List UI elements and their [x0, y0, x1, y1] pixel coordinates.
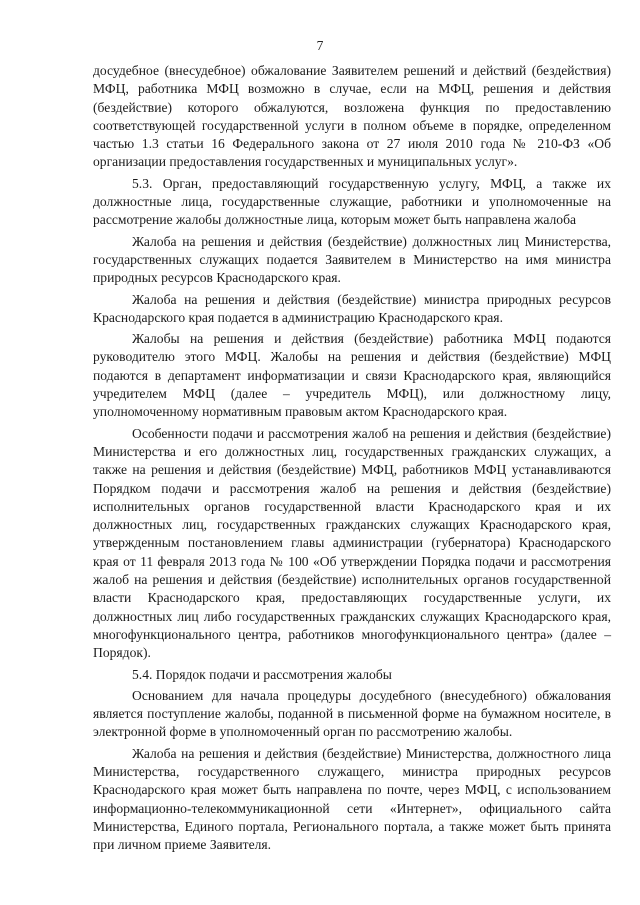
- paragraph: Жалоба на решения и действия (бездействие) должностных лиц Министерства, государственных служащих подается Заявителем в Министерство на имя министра природных ресурсов Краснодарского края.: [93, 233, 611, 286]
- paragraph: Жалоба на решения и действия (бездействие) министра природных ресурсов Краснодарского края подается в администрацию Краснодарского края.: [93, 291, 611, 325]
- section-heading-5-4: 5.4. Порядок подачи и рассмотрения жалобы: [132, 666, 392, 682]
- document-body: [93, 62, 611, 857]
- paragraph: Основанием для начала процедуры досудебного (внесудебного) обжалования является поступление жалобы, поданной в письменной форме на бумажном носителе, в электронной форме в уполномоченный орган по рассмотрению жалобы.: [93, 687, 611, 740]
- section-heading-5-3: 5.3. Орган, предоставляющий государственную услугу, МФЦ, а также их должностные лица, государственные служащие, работники и уполномоченные на рассмотрение жалобы должностные лица, которым может быть направлена жалоба: [93, 175, 611, 228]
- paragraph-continuation: досудебное (внесудебное) обжалование Заявителем решений и действий (бездействия) МФЦ, работника МФЦ возможно в случае, если на МФЦ, решения и действия (бездействие) которого обжалуются, возложена функция по предоставлению соответствующей государственной услуги в полном объеме в порядке, определенном частью 1.3 статьи 16 Федерального закона от 27 июля 2010 года № 210-ФЗ «Об организации предоставления государственных и муниципальных услуг».: [93, 63, 611, 170]
- paragraph: Особенности подачи и рассмотрения жалоб на решения и действия (бездействие) Министерства и его должностных лиц, государственных гражданских служащих, а также на решения и действия (бездействие) МФЦ, работников МФЦ устанавливаются Порядком подачи и рассмотрения жалоб на решения и действия (бездействие) исполнительных органов государственной власти Краснодарского края и их должностных лиц, государственных гражданских служащих Краснодарского края, утвержденным постановлением главы администрации (губернатора) Краснодарского края от 11 февраля 2013 года № 100 «Об утверждении Порядка подачи и рассмотрения жалоб на решения и действия (бездействие) исполнительных органов государственной власти Краснодарского края, предоставляющих государственные услуги, их должностных лиц либо государственных гражданских служащих Краснодарского края, многофункционального центра, работников многофункционального центра» (далее – Порядок).: [93, 425, 611, 661]
- paragraph: Жалобы на решения и действия (бездействие) работника МФЦ подаются руководителю этого МФЦ. Жалобы на решения и действия (бездействие) МФЦ подаются в департамент информатизации и связи Краснодарского края, являющийся учредителем МФЦ (далее – учредитель МФЦ), или должностному лицу, уполномоченному нормативным правовым актом Краснодарского края.: [93, 331, 611, 420]
- paragraph: Жалоба на решения и действия (бездействие) Министерства, должностного лица Министерства, государственного служащего, министра природных ресурсов Краснодарского края может быть направлена по почте, через МФЦ, с использованием информационно-телекоммуникационной сети «Интернет», официального сайта Министерства, Единого портала, Регионального портала, а также может быть принята при личном приеме Заявителя.: [93, 745, 611, 853]
- page-number: 7: [316, 38, 324, 53]
